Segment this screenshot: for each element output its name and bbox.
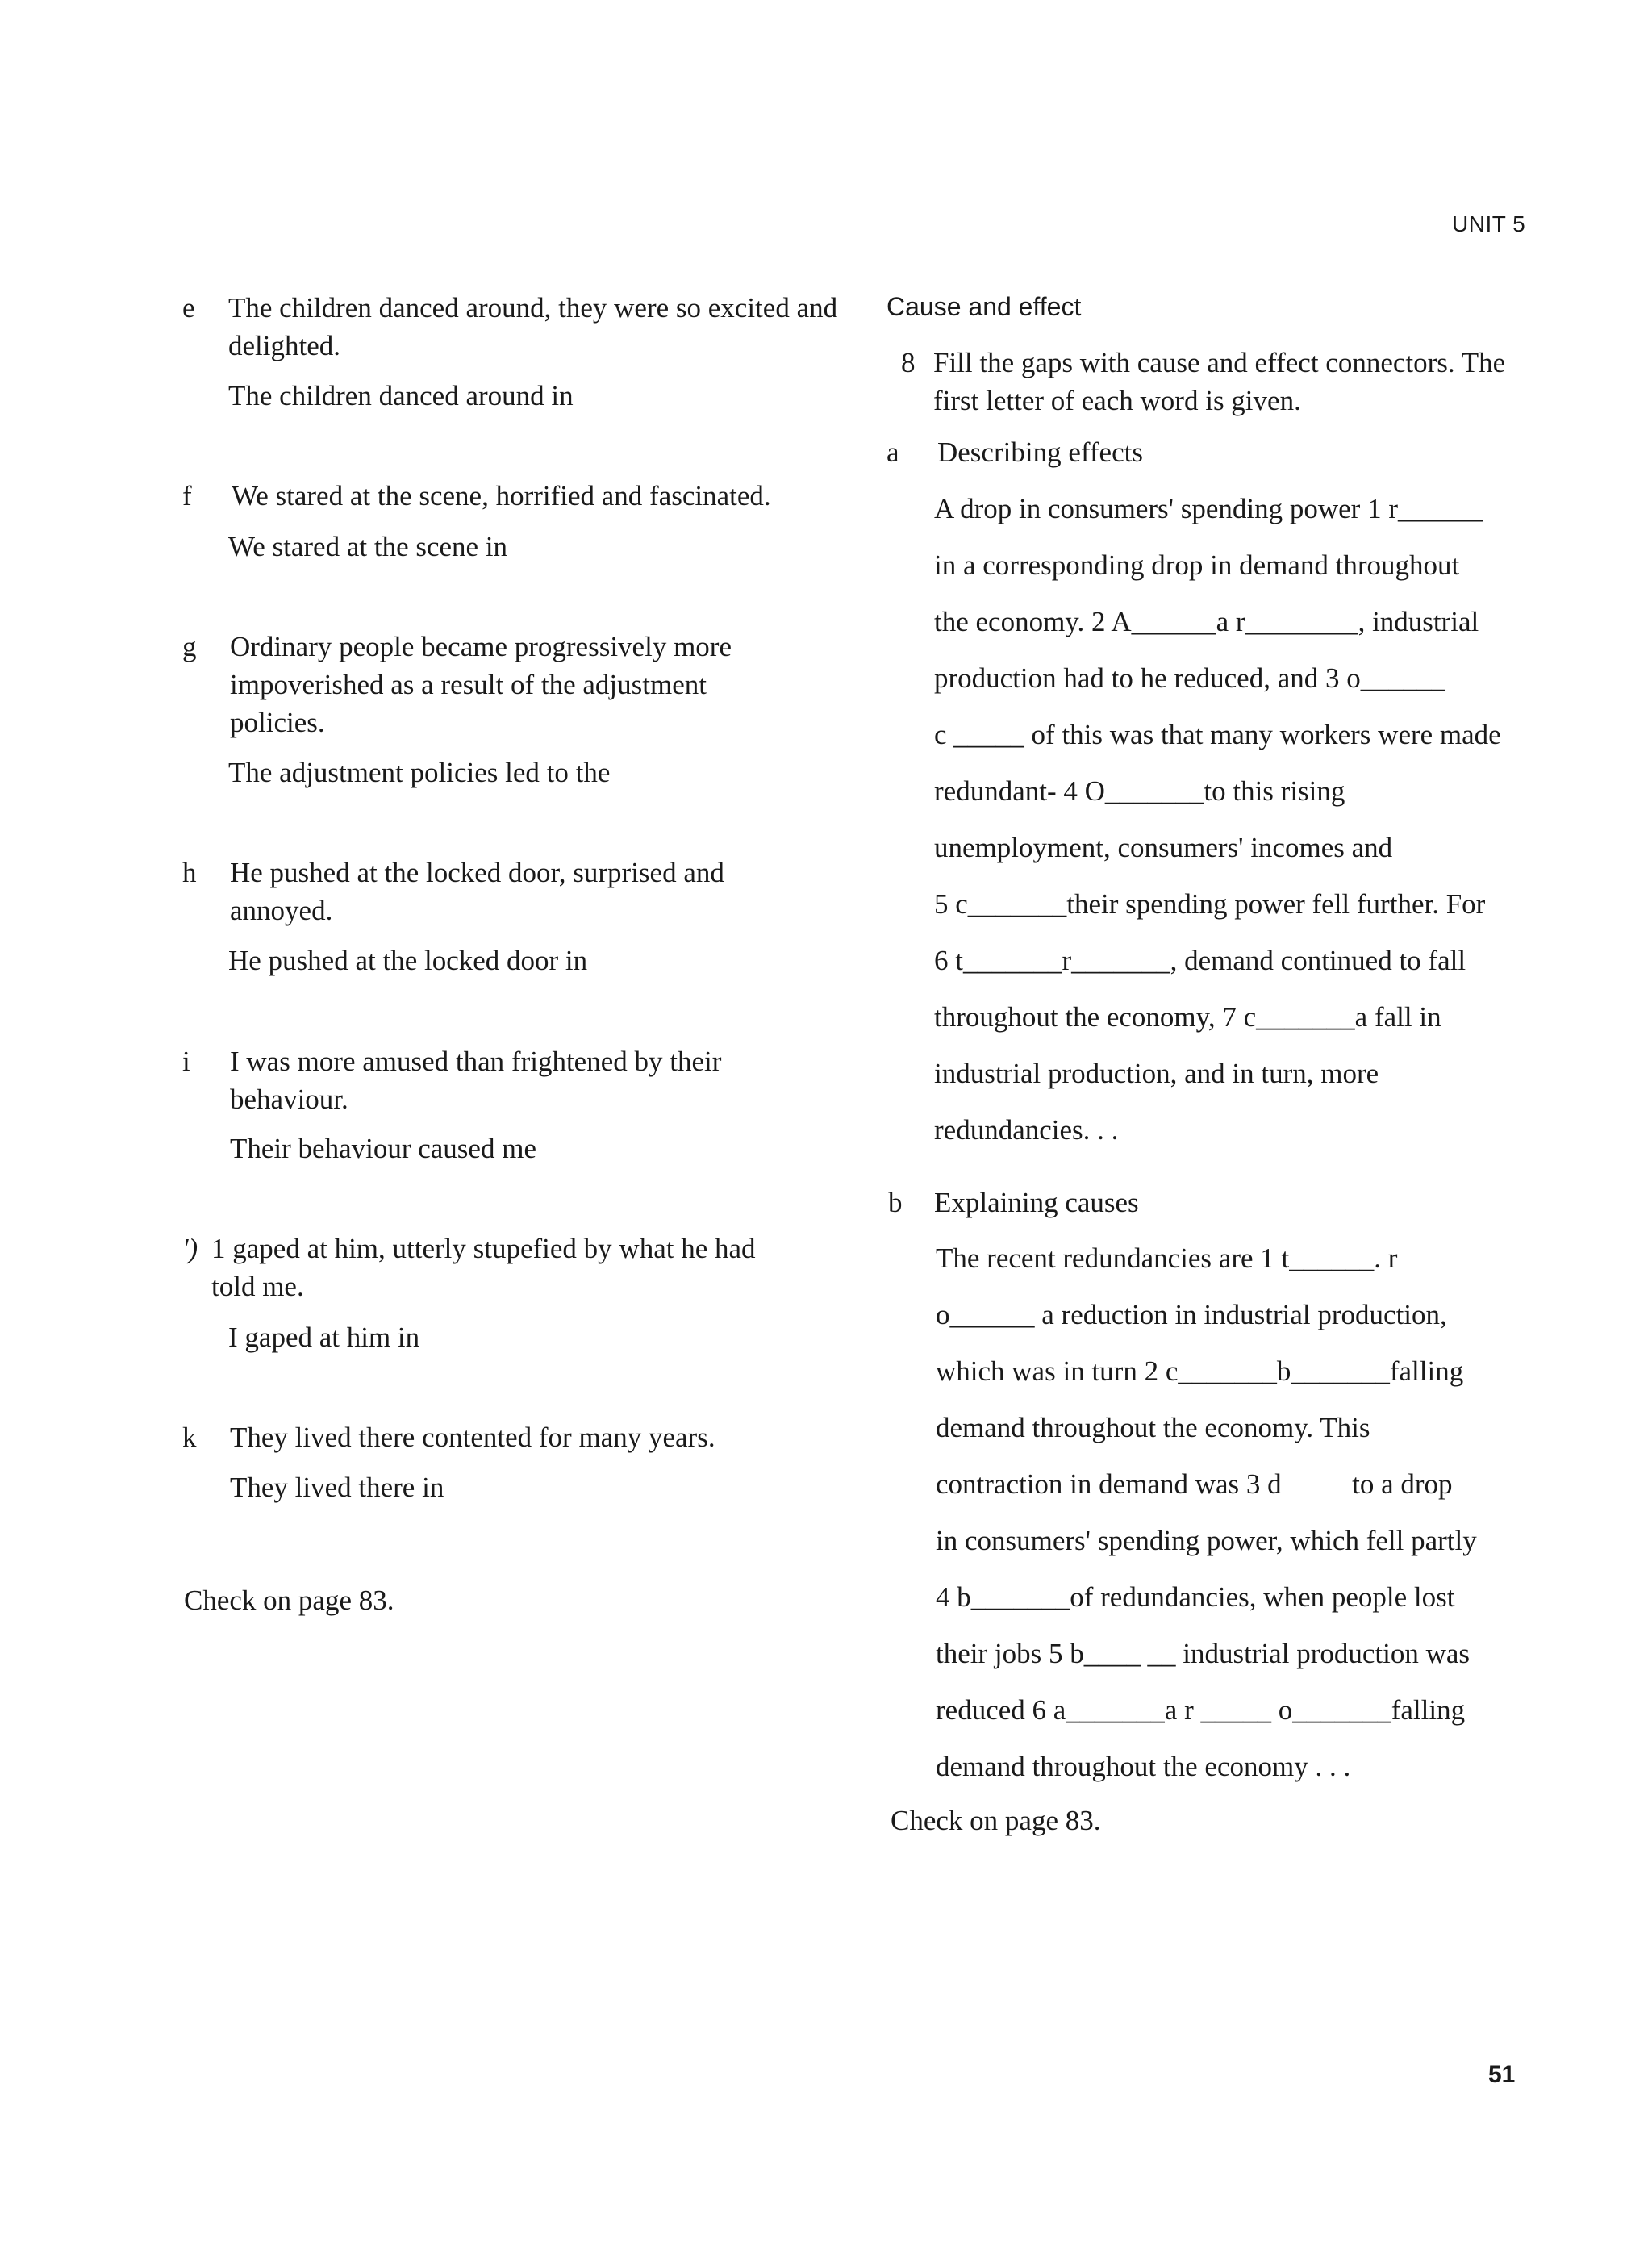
check-note: Check on page 83. <box>891 1805 1101 1836</box>
passage-line: production had to he reduced, and 3 o______ <box>934 662 1446 694</box>
item-sentence: I was more amused than frightened by their behaviour. <box>230 1046 722 1115</box>
passage-line: contraction in demand was 3 d to a drop <box>936 1468 1453 1500</box>
item-prompt: They lived there in <box>230 1472 444 1503</box>
item-sentence-text: 1 gaped at him, utterly stupefied by what he had told me. <box>211 1233 756 1302</box>
item-sentence: The children danced around, they were so excited and delighted. <box>228 292 838 361</box>
passage-line: demand throughout the economy. This <box>936 1412 1370 1443</box>
item-prompt: Their behaviour caused me <box>230 1133 536 1164</box>
item-sentence: We stared at the scene, horrified and fascinated. <box>232 480 771 512</box>
passage-line: unemployment, consumers' incomes and <box>934 832 1393 863</box>
passage-line: the economy. 2 A______a r________, industrial <box>934 606 1479 637</box>
passage-line: c _____ of this was that many workers were made <box>934 719 1501 750</box>
passage-line: industrial production, and in turn, more <box>934 1058 1379 1089</box>
item-letter: h <box>182 857 197 888</box>
check-note: Check on page 83. <box>184 1585 394 1616</box>
item-letter: e <box>182 292 195 324</box>
passage-line: in a corresponding drop in demand throughout <box>934 549 1460 581</box>
item-letter: g <box>182 631 197 662</box>
item-prompt: I gaped at him in <box>228 1322 420 1353</box>
passage-line: 5 c_______their spending power fell further. For <box>934 888 1486 920</box>
item-letter: i <box>182 1046 190 1077</box>
passage-line: A drop in consumers' spending power 1 r______ <box>934 493 1483 524</box>
passage-line: o______ a reduction in industrial production, <box>936 1299 1447 1330</box>
item-prompt: The adjustment policies led to the <box>228 757 611 788</box>
passage-line: reduced 6 a_______a r _____ o_______falling <box>936 1694 1466 1726</box>
passage-line: demand throughout the economy . . . <box>936 1751 1351 1782</box>
item-prompt: He pushed at the locked door in <box>228 945 588 976</box>
item-sentence <box>211 1230 792 1305</box>
exercise-number: 8 <box>901 347 916 378</box>
page-number: 51 <box>1488 2061 1516 2088</box>
passage-line: redundant- 4 O_______to this rising <box>934 775 1345 807</box>
passage-line: in consumers' spending power, which fell partly <box>936 1525 1477 1556</box>
part-title: Describing effects <box>937 436 1143 468</box>
passage-line: redundancies. . . <box>934 1114 1119 1146</box>
part-letter: a <box>886 436 899 468</box>
item-prompt: The children danced around in <box>228 380 574 411</box>
item-sentence: He pushed at the locked door, surprised and annoyed. <box>230 857 724 926</box>
passage-line: their jobs 5 b____ __ industrial production was <box>936 1638 1471 1669</box>
part-title: Explaining causes <box>934 1187 1139 1218</box>
item-prompt: We stared at the scene in <box>228 531 508 562</box>
item-sentence: They lived there contented for many years. <box>230 1422 715 1453</box>
item-letter: ') <box>182 1233 198 1264</box>
unit-label: UNIT 5 <box>1452 211 1526 236</box>
item-sentence: Ordinary people became progressively more impoverished as a result of the adjustment policies. <box>230 631 732 738</box>
section-heading: Cause and effect <box>886 292 1082 321</box>
part-letter: b <box>888 1187 903 1218</box>
passage-line: throughout the economy, 7 c_______a fall in <box>934 1001 1441 1033</box>
item-letter: k <box>182 1422 197 1453</box>
passage-line: which was in turn 2 c_______b_______falling <box>936 1355 1464 1387</box>
passage-line: 6 t_______r_______, demand continued to fall <box>934 945 1466 976</box>
passage-line: 4 b_______of redundancies, when people lost <box>936 1581 1455 1613</box>
passage-line: The recent redundancies are 1 t______. r <box>936 1242 1398 1274</box>
item-letter: f <box>182 480 192 512</box>
exercise-instruction: Fill the gaps with cause and effect connectors. The first letter of each word is given. <box>933 347 1506 416</box>
